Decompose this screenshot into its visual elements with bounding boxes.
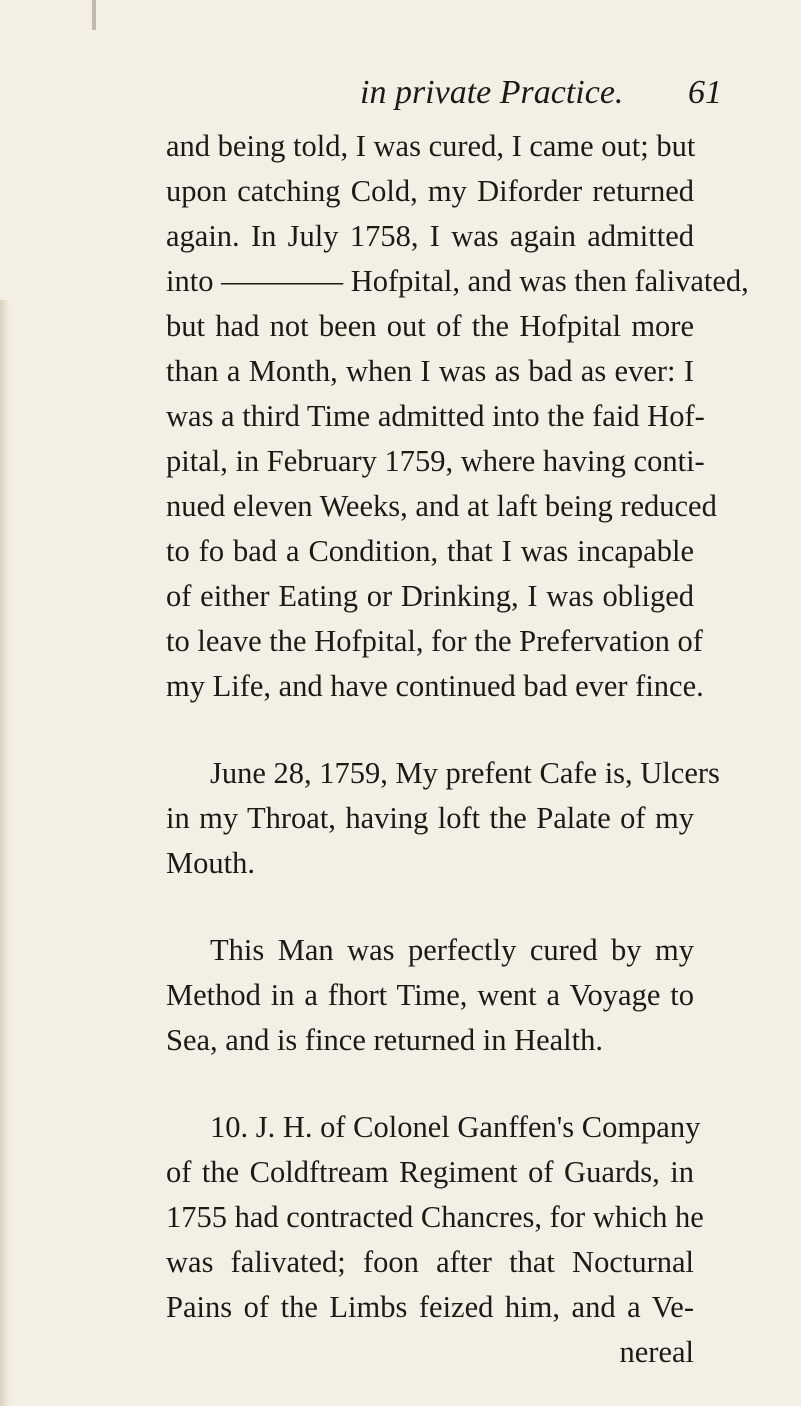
text-line: in my Throat, having loft the Palate of my: [166, 801, 694, 835]
page-number: 61: [688, 74, 722, 111]
body-text: [166, 124, 749, 1375]
text-line: to leave the Hofpital, for the Prefervation of: [166, 624, 703, 658]
text-line: 10. J. H. of Colonel Ganffen's Company: [210, 1110, 701, 1144]
page-binding-shadow: [0, 300, 10, 1406]
text-line: again. In July 1758, I was again admitted: [166, 219, 694, 253]
text-line: was a third Time admitted into the faid Hof-: [166, 399, 705, 433]
text-line: pital, in February 1759, where having conti-: [166, 444, 705, 478]
text-line: than a Month, when I was as bad as ever: I: [166, 354, 694, 388]
text-line: This Man was perfectly cured by my: [210, 933, 694, 967]
text-line: 1755 had contracted Chancres, for which he: [166, 1200, 704, 1234]
text-line: Sea, and is fince returned in Health.: [166, 1023, 604, 1057]
page-header: [0, 62, 801, 122]
text-line: Mouth.: [166, 846, 255, 880]
text-line: June 28, 1759, My prefent Cafe is, Ulcers: [210, 756, 720, 790]
text-line: but had not been out of the Hofpital more: [166, 309, 694, 343]
running-head: in private Practice.: [360, 74, 624, 111]
text-line: and being told, I was cured, I came out; but: [166, 129, 696, 163]
text-line: was falivated; foon after that Nocturnal: [166, 1245, 694, 1279]
text-line: to fo bad a Condition, that I was incapable: [166, 534, 694, 568]
text-line: my Life, and have continued bad ever fince.: [166, 669, 704, 703]
text-line: nued eleven Weeks, and at laft being reduced: [166, 489, 717, 523]
text-line: Pains of the Limbs feized him, and a Ve-: [166, 1290, 694, 1324]
text-line: of the Coldftream Regiment of Guards, in: [166, 1155, 694, 1189]
text-line: of either Eating or Drinking, I was obliged: [166, 579, 694, 613]
page-corner-mark: [92, 0, 96, 30]
text-line: into ———— Hofpital, and was then falivated,: [166, 264, 749, 298]
text-line: Method in a fhort Time, went a Voyage to: [166, 978, 694, 1012]
text-line: upon catching Cold, my Diforder returned: [166, 174, 694, 208]
catchword: nereal: [619, 1335, 694, 1369]
